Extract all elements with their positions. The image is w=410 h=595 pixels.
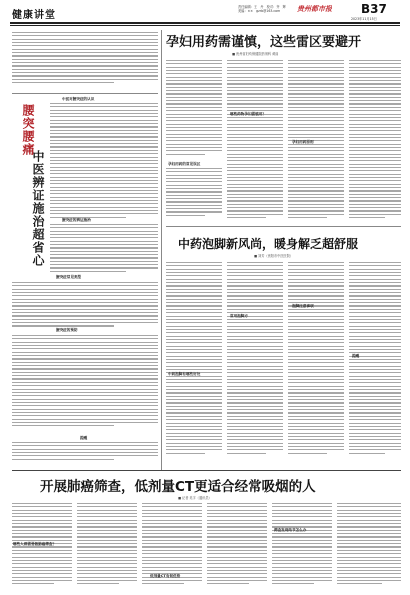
article4-col-5 xyxy=(272,503,332,591)
article1-subhead-2: 腰突症的辨证施治 xyxy=(62,218,91,222)
article2-subhead-2: 哪些药物孕妇需慎用？ xyxy=(230,112,266,116)
article3-subhead-2: 常用泡脚方 xyxy=(230,314,248,318)
article2-col-2 xyxy=(227,60,283,223)
article1-subhead-3: 腰突症常见类型 xyxy=(56,275,82,279)
article3-subhead-3: 泡脚注意事项 xyxy=(292,304,314,308)
article3-subhead-4: 提醒 xyxy=(352,354,360,358)
article1-body-2 xyxy=(50,224,158,278)
article4-subhead-2: 低剂量CT有何优势 xyxy=(150,574,181,578)
article3-col-2 xyxy=(227,262,283,462)
article2-bottom-rule xyxy=(166,226,401,227)
issue-date: 2023年11月15日 xyxy=(351,17,377,21)
article4-headline: 开展肺癌筛查，低剂量CT更适合经常吸烟的人 xyxy=(40,479,316,495)
article1-body-5 xyxy=(12,442,158,468)
article2-byline: ■ 贵州省妇幼保健院药剂科 黄丽 xyxy=(232,52,279,56)
article4-subhead-1: 哪些人群需要做肺癌筛查？ xyxy=(13,542,57,546)
article1-title-part2: 中医辨证施治超省心 xyxy=(31,150,45,267)
editor-info xyxy=(238,5,286,13)
editor-line-2: 美编：×× gzrb@163.com xyxy=(238,9,281,14)
article4-col-4 xyxy=(207,503,267,591)
article1-divider xyxy=(12,93,158,94)
article1-body-1 xyxy=(50,103,158,223)
editor-line-1: 责任编辑：王 丹 校对：齐 辉 xyxy=(238,5,286,9)
article3-col-4 xyxy=(349,262,401,462)
header-rule xyxy=(10,22,400,24)
newspaper-logo: 贵州都市报 xyxy=(297,4,332,13)
article3-col-1 xyxy=(166,262,222,462)
article1-subhead-5: 提醒 xyxy=(80,436,88,440)
article3-col-3 xyxy=(288,262,344,462)
article1-intro xyxy=(12,32,158,92)
article1-body-3 xyxy=(12,282,158,332)
article2-subhead-3: 孕妇用药原则 xyxy=(292,140,314,144)
page-number: B37 xyxy=(361,2,387,16)
article3-byline: ■ 刘芳（贵阳市中医医院） xyxy=(254,254,294,258)
article4-col-6 xyxy=(337,503,401,591)
header-rule-thin xyxy=(10,25,400,26)
article1-subhead-4: 腰突症的预防 xyxy=(56,328,78,332)
article1-subhead-1: 中医对腰突症的认识 xyxy=(62,97,95,101)
article3-headline: 中药泡脚新风尚，暖身解乏超舒服 xyxy=(178,237,359,251)
article2-col-1 xyxy=(166,60,222,160)
article1-title-part1: 腰突腰痛 xyxy=(21,104,35,156)
section-title: 健康讲堂 xyxy=(12,10,56,21)
article2-col-1b xyxy=(166,168,222,223)
article2-subhead-1: 孕妇用药的常见误区 xyxy=(168,162,201,166)
article4-byline: ■ 记者 吴宇（通讯员） xyxy=(178,496,212,500)
article1-body-4 xyxy=(12,335,158,433)
article2-col-4 xyxy=(349,60,401,223)
column-divider-left xyxy=(161,30,162,470)
article3-subhead-1: 中药泡脚有哪些好处 xyxy=(168,372,201,376)
article2-headline: 孕妇用药需谨慎，这些雷区要避开 xyxy=(166,35,362,50)
article4-col-1 xyxy=(12,503,72,591)
article4-col-2 xyxy=(77,503,137,591)
article4-subhead-3: 筛查发现结节怎么办 xyxy=(274,528,307,532)
bottom-section-rule xyxy=(12,470,401,471)
